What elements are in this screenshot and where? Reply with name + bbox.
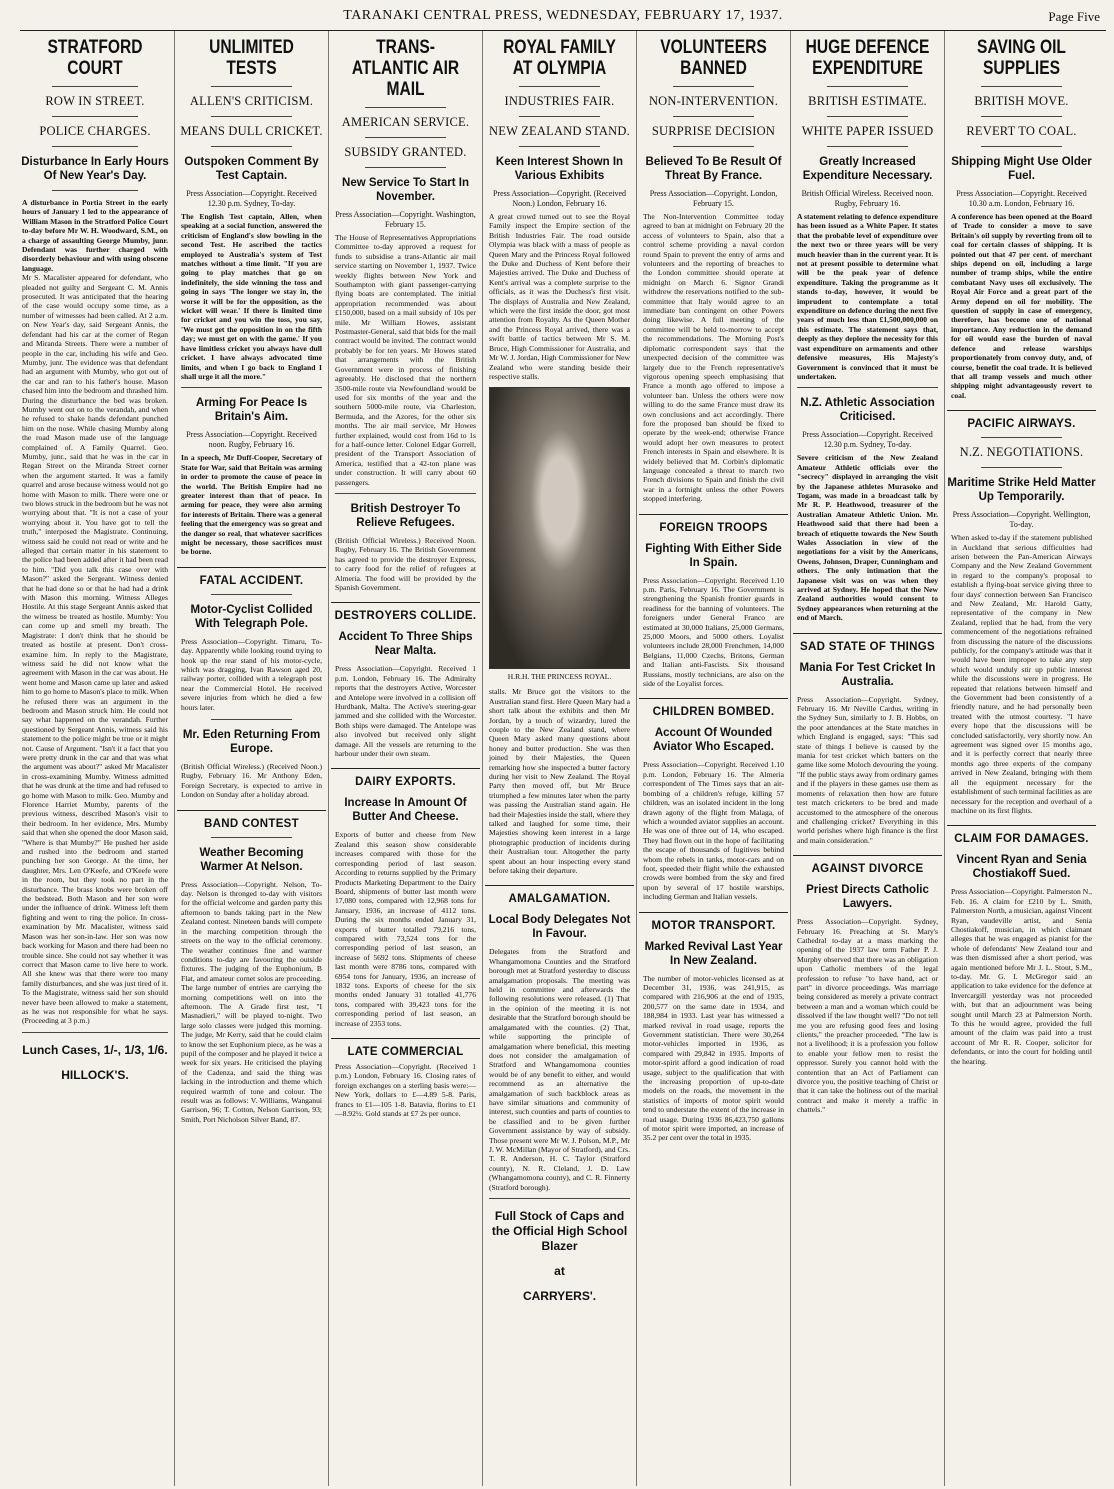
masthead-title: TARANAKI CENTRAL PRESS, WEDNESDAY, FEBRUARY 17, 1937.	[343, 8, 783, 23]
section-head: PACIFIC AIRWAYS.	[947, 410, 1096, 430]
subheadline: Outspoken Comment By Test Captain.	[184, 156, 319, 182]
section-head: AGAINST DIVORCE	[793, 855, 942, 875]
subheadline: British Destroyer To Relieve Refugees.	[350, 502, 461, 529]
article-lead: Severe criticism of the New Zealand Amateur Athletic officials over the "secrecy" displayed in arranging the visit by the Japanese athletes Murasoko and Togam, was made in a broadcast talk by Mr R. P. Heathwood, treasurer of the Australian Amateur Athletic Union. Mr. Heathwood said that there had been a breach of etiquette towards the New South Wales Association in view of the negotiations for a visit by the Americans, Owens, Johnson, Draper, Cunningham and others. The only intimation that the Japanese visit was on was when they arrived at Sydney. He hoped that the New Zealand authorities would consent to Sydney appearances when returning at the end of March.	[797, 453, 938, 623]
article-body: When asked to-day if the statement published in Auckland that serious difficulties had arisen between the Pan-American Airways Company and the New Zealand Government in regard to the company's proposal to establish a flying-boat service giving three to four days' connection between San Francisco and New Zealand, Mr. Harold Gatty, representative of the company in New Zealand, replied that he had, from the very commencement of the negotiations refrained from discussing the nature of the discussions publicly, for the company's attitude was that it would have been improper to take any step which would unduly stir up public interest while the discussions were in progress. He repeated that relations between himself and the Government had been consistently of a friendly nature, and he had personally been treated with the utmost courtesy. "I have every hope that the discussions will be concluded satisfactorily, very shortly now. An agreement was signed over 15 months ago, and it is perfectly correct that nearly three months ago three experts of the company arrived in New Zealand, bringing with them all the equipment necessary for the establishment of such terminal facilities as are necessary for the reception and overhaul of a machine on its first flights.	[951, 533, 1092, 815]
subheadline: Increase In Amount Of Butter And Cheese.	[344, 797, 467, 824]
subheadline: Maritime Strike Held Matter Up Temporarily.	[947, 477, 1096, 504]
headline: VOLUNTEERS BANNED	[660, 37, 767, 79]
dateline: Press Association—Copyright. Wellington, To-day.	[952, 510, 1091, 530]
article-body: (British Official Wireless.) Received Noon. Rugby, February 16. The British Government has agreed to provide the destroyer Express, to carry food for the relief of refugees at Almeria. The food will be provided by the Spanish Government.	[335, 535, 476, 592]
subheadline: Arming For Peace Is Britain's Aim.	[195, 397, 308, 424]
article-body: Press Association—Copyright. Sydney, February 16. Preaching at St. Mary's Cathedral to-day at a mass marking the opening of the 1937 law term Father P. J. Murphy observed that there was an obligation upon Catholic members of the legal profession to refuse "to have hand, act or part" in divorce proceedings. Was marriage being considered as merely a private contract between a man and a woman which could be dissolved if the law thought well? "Do not tell me you are refusing good fees and losing clients," the preacher proceeded. "The law is not a livelihood; it is a profession you follow to enable your fellow men to resist the oppressor. Surely you cannot hold with the contention that an Act of Parliament can divorce you, the positive teaching of Christ or that it can take the holiness out of the marital contract and make it merely a traffic in chattels."	[797, 917, 938, 1115]
dateline: Press Association—Copyright. Received noon. Rugby, February 16.	[186, 430, 317, 450]
deck: BRITISH MOVE.	[974, 94, 1069, 108]
headline: HUGE DEFENCE EXPENDITURE	[805, 37, 930, 79]
deck: REVERT TO COAL.	[966, 124, 1077, 138]
deck: AMERICAN SERVICE.	[341, 115, 470, 129]
deck: N.Z. NEGOTIATIONS.	[959, 445, 1084, 460]
section-head: MOTOR TRANSPORT.	[639, 912, 788, 932]
deck: BRITISH ESTIMATE.	[808, 94, 927, 108]
subheadline: Weather Becoming Warmer At Nelson.	[199, 846, 304, 873]
deck: NEW ZEALAND STAND.	[489, 124, 630, 138]
section-head: AMALGAMATION.	[485, 885, 634, 905]
article-body: The Non-Intervention Committee today agreed to ban at midnight on February 20 the access of volunteers to Spain, also that a control scheme providing a naval cordon round Spain to prevent the entry of arms and volunteers and the reporting of breaches to the London committee should operate at midnight on March 6. Signor Grandi withdrew the reservations notified to the sub-committee that Italy would agree to an immediate ban contingent on other Powers doing likewise. A full meeting of the committee will be held to-morrow to accept the recommendations. The Morning Post's diplomatic correspondent says that the unexpected decision of the committee was largely due to the French representative's vigorous opening speech emphasising that France a month ago offered to impose a volunteer ban. Unless the others were now willing to do the same France must draw its own conclusions and act accordingly. There fore the proposed ban should be fixed to operate by the week-end; otherwise France would adopt her own measures to protect French interests in Spain and elsewhere. It is widely believed that M. Corbin's diplomatic language concealed a threat to march two French divisions to Spain and finish the civil war in a fortnight unless the other Powers stopped interfering.	[643, 212, 784, 504]
subheadline: Fighting With Either Side In Spain.	[645, 542, 782, 569]
subheadline: Disturbance In Early Hours Of New Year's Day.	[21, 156, 169, 182]
dateline: Press Association—Copyright. Received 12.30 p.m. Sydney, To-day.	[802, 430, 933, 450]
column-stratford-court	[20, 31, 174, 1486]
article-body: Press Association—Copyright. Received 1.10 p.m. Paris, February 16. The Government is strengthening the Spanish frontier guards in readiness for the banning of volunteers. The foreigners under General Franco are estimated at 30,000 Italians, 25,000 Germans, 25,000 Moors, and 5000 others. Loyalist volunteers include 28,000 Frenchmen, 14,000 Belgians, 11,000 Czechs, Britons, German and Italian anti-Fascists. Six thousand Russians, mostly technicians, are also on the side of the Loyalist forces.	[643, 575, 784, 689]
dateline: Press Association—Copyright. London, February 15.	[649, 189, 778, 208]
deck: POLICE CHARGES.	[39, 124, 151, 138]
article-body: Press Association—Copyright. Received 1.10 p.m. London, February 16. The Almeria correspondent of The Times says that an air-bombing of a children's refuge, killing 57 children, was an isolated incident in the long drawn agony of the flight from Malaga, of which a wounded aviator supplies an account. He was one of three out of 14, who escaped. They had flown out in the hope of facilitating the escape of thousands of fugitives behind whom the rebels in tanks, motor-cars and on foot, speeded their flight while the exhausted crowds were bombed from the sky and fired upon by several of 17 hostile warships, including German and Italian vessels.	[643, 760, 784, 902]
section-head: FATAL ACCIDENT.	[177, 567, 326, 587]
deck: MEANS DULL CRICKET.	[180, 124, 323, 138]
subheadline: Greatly Increased Expenditure Necessary.	[802, 156, 933, 182]
column-royal-family	[482, 31, 636, 1486]
deck: ROW IN STREET.	[45, 94, 145, 108]
subheadline: N.Z. Athletic Association Criticised.	[800, 397, 935, 424]
column-saving-oil	[944, 31, 1098, 1486]
article-body: (British Official Wireless.) (Received Noon.) Rugby, February 16. Mr Anthony Eden, Foreign Secretary, is expected to arrive in London on Sunday after a holiday abroad.	[181, 762, 322, 800]
deck: SURPRISE DECISION	[651, 124, 776, 138]
subheadline: Local Body Delegates Not In Favour.	[488, 914, 631, 941]
headline: STRATFORD COURT	[47, 37, 143, 79]
column-unlimited-tests	[174, 31, 328, 1486]
deck: ALLEN'S CRITICISM.	[189, 94, 314, 108]
subheadline: Account Of Wounded Aviator Who Escaped.	[653, 727, 774, 754]
article-lead: A disturbance in Portia Street in the early hours of January 1 led to the appearance of William Mason in the Stratford Police Court to-day before Mr W. H. Woodward, S.M., on a charge of assaulting George Mumby, junr. Defendant was further charged with disorderly behaviour and with using obscene language.	[22, 198, 168, 273]
section-head: DESTROYERS COLLIDE.	[331, 602, 480, 622]
article-lead: A statement relating to defence expenditure has been issued as a White Paper. It states that the probable level of expenditure over the next two or three years will be very much heavier than in the current year. It is not at present possible to determine what will be the peak year of defence expenditure. Taking the programme as it stands to-day, however, it would be imprudent to contemplate a total expenditure on defence during the next five years of much less than £1,500,000,000 on this estimate. The statement says that, deeply as they deplore the necessity for this vast expenditure on armaments and other defensive measures, His Majesty's Government is convinced that it must be undertaken.	[797, 212, 938, 381]
advert-text: at	[554, 1264, 565, 1278]
headline: SAVING OIL SUPPLIES	[977, 37, 1066, 79]
section-head: BAND CONTEST	[177, 810, 326, 830]
section-head: FOREIGN TROOPS	[639, 514, 788, 534]
subheadline: Shipping Might Use Older Fuel.	[951, 156, 1092, 182]
subheadline: Believed To Be Result Of Threat By France.	[645, 156, 782, 182]
article-body: Press Association—Copyright. Received 1 p.m. London, February 16. The Admiralty reports that the destroyers Active, Worcester and Antelope were involved in a collision off Hurdbank, Malta. The Active's steering-gear jammed and she collided with the Worcester. Both ships were damaged. The Antelope was also involved but received only slight damage. All the vessels are returning to the harbour under their own steam.	[335, 664, 476, 759]
subheadline: Keen Interest Shown In Various Exhibits	[495, 156, 624, 182]
subheadline: Accident To Three Ships Near Malta.	[338, 631, 473, 658]
subheadline: Mr. Eden Returning From Europe.	[182, 729, 321, 756]
subheadline: Motor-Cyclist Collided With Telegraph Pole.	[190, 603, 313, 630]
masthead	[20, 4, 1106, 31]
article-body: Mr S. Macalister appeared for defendant, who pleaded not guilty and Sergeant C. M. Annis prosecuted. It was anticipated that the hearing of the case would occupy some time, as a number of witnesses had been called. At 2 a.m. on New Year's day, said Sergeant Annis, the defendant had his car at the corner of Regan and Miranda Streets. There were a number of people in the car, including his wife and Geo. Mumby, junr. The evidence was that defendant had an argument with Mumby, who got out of the car and ran to his father's house. Mason chased him into the bedroom and thrashed him. During the disturbance the bed was broken. Mumby went out on to the verandah, and when he refused to shake hands defendant punched him on the nose. While chasing Mumby along the road Mason made use of the language complained of. A Family Quarrel. Geo. Mumby, junr., said that he was in the car in Regan Street on the Miranda Street corner when the argument started. It was a family quarrel and arose because witness would not go home with Mason to milk. There were one or two blows struck in the bedroom but he was not worrying about that. "It is not a case of your worrying about it. You have got to tell the truth," interposed the Magistrate. Continuing, witness said he could not read or write and he alleged that certain matter in his statement to the police had been added after it had been read to him. "Did you talk this case over with Mason?" asked the Sergeant. Witness denied that he had done so or that he had had a drink with Mason this morning. Witness Alleges Hostile. At this stage Sergeant Annis asked that the witness be treated as hostile. Mumby: You can come up and smell my breath. The Magistrate: I don't think that he should be treated as hostile at present. Don't cross-examine him. In reply to the Magistrate, witness said he did not know what the agreement with Mason in the car was about. He went home and Mason came up later and asked him to go home to Mason's place to milk. When he refused there was an argument in the bedroom and Mason struck him. He could not say what happened on the verandah. Further questioned by Sergeant Annis, witness said his statement to the police might be true or it might not. Cause of Argument. "Isn't it a fact that you were pretty drunk in the car and that was what the argument was about?" asked Mr Macalister in cross-examining Mumby. Witness admitted that he was drunk at the time and had refused to go home with Mason to milk. Geo. Mumby and Florence Harriet Mumby, parents of the previous witness, described Mason's visit to their bedroom. In her evidence, Mrs. Mumby said that when she opened the door Mason said, "Where is that Mumby?" He pushed her aside and rushed into the bedroom and started punching her son George. At the time, her daughter, Mrs. Len O'Keefe, and O'Keefe were in the room, but they took no part in the disturbance. The brass knobs were broken off the bedstead. Both Mason and her son were under the influence of drink. Witness left them fighting and went to ring the police. In cross-examination by Mr. Macalister, witness said Mason was her son-in-law. Her son was now back working for Mason and there had been no trouble since. She could not say whether it was correct that Mason came to live here to work. All she knew was that there were too many family disturbances, and she was just tired of it. To the Magistrate, witness said her son should never have been allowed to make a statement, as he was not responsible for what he says. (Proceeding at 3 p.m.)	[22, 273, 168, 1026]
article-body: The House of Representatives Appropriations Committee to-day approved a request for funds to subsidise a trans-Atlantic air mail service starting on November 1, 1937. Twice weekly flights between New York and Southampton with giant passenger-carrying flying boats are contemplated. The initial appropriation recommended was about £150,000, based on a mail subsidy of 10s per mile. Mr William Howes, assistant Postmaster-General, said that bids for the mail contract would be invited. The contract would probably be for ten years. Mr Howes stated that arrangements with the British Government were in process of finishing agreeably. He disclosed that the northern 3500-mile route via Newfoundland would be used for six months of the year and the southern 5000-mile route, via Charleston, Bermuda, and the Azores, for the other six months. The air mail service, Mr Howes further explained, would cost from 16d to 1s for a half-ounce letter. Colonel Edgar Gorrell, president of the Transport Association of America, testified that a 42-ton plane was under construction. It will carry about 60 passengers.	[335, 233, 476, 487]
dateline: Press Association—Copyright. Received 10.30 a.m. London, February 16.	[956, 189, 1087, 208]
article-body: Press Association—Copyright. Sydney, February 16. Mr Neville Cardus, writing in the Sydney Sun, similarly to J. B. Hobbs, on the poor attendances at the State matches in which England is engaged, says: "This sad state of things I believe is caused by the mania for test cricket which batters on the game like some Moloch devouring the young. "If the public stays away from ordinary games and if the players in these games use them as moments of relaxation then how are future test match cricketers to be bred and made accustomed to the atmosphere of the onerous and challenging cricket? Everything in this world perishes where high finance is the first and main consideration."	[797, 694, 938, 845]
subheadline: Mania For Test Cricket In Australia.	[799, 661, 936, 688]
deck: WHITE PAPER ISSUED	[801, 124, 934, 138]
article-body: The number of motor-vehicles licensed as at December 31, 1936, was 241,915, as compared with 216,906 at the end of 1935, 200,577 on the same date in 1934, and 188,984 in 1933. Last year has witnessed a marked revival in road usage, reports the Government statistician. There were 30,264 motor-vehicles imported in 1936, as compared with 29,842 in 1935. Imports of motor-spirit afford a good indication of road usage, subject to the qualification that with the increasing proportion of up-to-date models on the roads, the movement in the statistics of imports of motor spirit would tend to understate the extent of the increase in road usage. During 1936 86,423,750 gallons of motor spirit were imported, an increase of 35.2 per cent over the total in 1935.	[643, 973, 784, 1143]
headline: TRANS-ATLANTIC AIR MAIL	[351, 37, 460, 100]
deck: SUBSIDY GRANTED.	[344, 145, 467, 159]
deck: INDUSTRIES FAIR.	[504, 94, 615, 108]
subheadline: Priest Directs Catholic Lawyers.	[806, 884, 929, 911]
dateline: British Official Wireless. Received noon. Rugby, February 16.	[801, 189, 934, 208]
portrait-photo	[489, 387, 630, 669]
article-body: Press Association—Copyright. Nelson, To-day. Nelson is thronged to-day with visitors for the official welcome and garden party this afternoon to bands taking part in the New Zealand contest. Nineteen bands will compete in the marching competition through the streets on the way to the official ceremony. The weather continues fine and warmer conditions to-day are favouring the outside fixtures. The judging of the Euphonium, B Flat, and amateur cornet solos are proceeding. The large number of entries are carrying the morning competitions well on into the afternoon. The A Grade first test, "I Masnadieri," will be played to-night. Two large solo classes were judged this morning. The judge, Mr Kerry, said that he could claim to know the set Euphonium piece, as he was a pupil of the composer and he played it twice a week for six years. He criticised the playing of the Cadenza, and said the thing was lacking in the introduction and theme which required warmth of tone and colour. The result was as follows: V. Williams, Wanganui Garrison, 96; T. Cotton, Nelson Garrison, 93; Smith, Port Nicholson Silver Band, 87.	[181, 879, 322, 1124]
section-head: SAD STATE OF THINGS	[793, 633, 942, 653]
article-lead: A conference has been opened at the Board of Trade to consider a move to save Britain's oil supply by reverting from oil to coal for certain classes of shipping. It is pointed out that 47 per cent. of merchant ships depend on oil, including a large number of tramp ships, while the entire combatant Navy uses oil exclusively. The Royal Air Force and a great part of the Army depend on oil for mobility. The question of supply in case of emergency, therefore, has become one of national importance. Any reduction in the demand for oil would ease the burden of naval defence and release warships proportionately from convoy duty, and, of course, benefit the coal trade. It is believed that all tramp vessels and much other shipping might advantageously revert to coal.	[951, 212, 1092, 400]
article-body: Press Association—Copyright. (Received 1 p.m.) London, February 16. Closing rates of foreign exchanges on a sterling basis were:— New York, dollars to £—4.89 5-8. Paris, francs to £1—105 1-8. Batavia, florins to £1—8.92½. Gold stands at £7 2s per ounce.	[335, 1062, 476, 1119]
section-head: CHILDREN BOMBED.	[639, 698, 788, 718]
article-body: Press Association—Copyright. Palmerston N., Feb. 16. A claim for £210 by L. Smith, Palmerston North, a musician, against Vincent Ryan, vaudeville artist, and Senia Chostiakoff, musician, in which claimant alleges that he was engaged as pianist for the whole of defendants' New Zealand tour and was then dismissed after a short period, was again mentioned before Mr J. L. Stout, S.M., to-day. Mr. G. I. McGregor said an application to take evidence for the defence at Invercargill yesterday was not proceeded with, but that an adjournment was being sought until March 23 at Palmerston North. To this he would agree, provided the full amount of the claim was paid into a trust account of Mr R. R. Cooper, solicitor for defendants, or into the court for holding until the hearing.	[951, 887, 1092, 1066]
column-air-mail	[328, 31, 482, 1486]
article-lead: The English Test captain, Allen, when speaking at a social function, answered the criticism of England's slow bowling in the second Test. He ascribed the tactics employed to Australia's system of Test matches without a time limit. "If you are going to play matches that go on indefinitely, the side winning the toss and going in says 'The longer we stay in, the worse it will be for the opposition, as the wicket will wear.' If there is limited time for cricket and you win the toss, you say, 'We must get the opposition in on the fifth day; we must get on with the game.' If you have limitless cricket you always have dull cricket. I have always advocated time limits, and when I go back to England I shall urge it all the more."	[181, 212, 322, 381]
section-head: LATE COMMERCIAL	[331, 1038, 480, 1058]
dateline: Press Association—Copyright. Washington, February 15.	[335, 210, 476, 229]
article-body: stalls. Mr Bruce got the visitors to the Australian stand first. Here Queen Mary had a short talk about the exhibits and then Mr Jordan, by a touch of wizardry, lured the couple to the New Zealand stand, where Queen Mary asked many questions about honey and butter production. She was then joined by their Majesties, the Queen remarking how she inspected a butter factory during her visit to New Zealand. The Royal Party then moved off, but Mr Bruce triumphed a few minutes later when the party was passing the Australian stand again. He had their Majesties inside the stall, where they talked and laughed for some time, their Majesties showing keen interest in a large photographic production of incidents during their Australian tour. Altogether the party spent about an hour inspecting every stand before taking their departure.	[489, 687, 630, 876]
article-body: Exports of butter and cheese from New Zealand this season show considerable increases compared with those for the corresponding period of last season. According to returns supplied by the Primary Products Marketing Department to the Dairy Board, shipments of butter last month were 17,080 tons, compared with 12,968 tons for January, 1936, an increase of 4112 tons. During the six months ended January 31, exports of butter totalled 79,216 tons, compared with 73,524 tons for the corresponding period of last season, an increase of 5692 tons. Shipments of cheese last month were 8786 tons, compared with 6954 tons for January, 1936, an increase of 1832 tons. Exports of cheese for the six months ended January 31 totalled 41,776 tons, compared with 39,423 tons for the corresponding period of last season, an increase of 2353 tons.	[335, 830, 476, 1028]
page-number: Page Five	[1048, 9, 1100, 24]
deck: NON-INTERVENTION.	[648, 94, 779, 108]
section-head: DAIRY EXPORTS.	[331, 768, 480, 788]
photo-caption: H.R.H. THE PRINCESS ROYAL.	[507, 672, 612, 682]
subheadline: Vincent Ryan and Senia Chostiakoff Sued.	[956, 854, 1087, 881]
column-defence-expenditure	[790, 31, 944, 1486]
article-body: A great crowd turned out to see the Royal Family inspect the Empire section of the British Industries Fair. The road outside Olympia was black with a mass of people as Queen Mary and the Princess Royal followed the Duke and Duchess of Kent before their Majesties arrived. The Duke and Duchess of Kent's arrival was a complete surprise to the officials, as it was the Duchess's first visit. The displays of Australia and New Zealand, which were the first inside the door, got most attention from Royalty. As the Queen Mother and the Princess Royal arrived, there was a swift battle of tactics between Mr S. M. Bruce, High Commissioner for Australia, and Mr W. J. Jordan, High Commissioner for New Zealand who were standing beside their respective stalls.	[489, 212, 630, 381]
dateline: Press Association—Copyright. Received 12.30 p.m. Sydney, To-day.	[186, 189, 317, 208]
subheadline: Marked Revival Last Year In New Zealand.	[644, 940, 783, 967]
article-body: Press Association—Copyright. Timaru, To-day. Apparently while looking round trying to hook up the rear stand of his motor-cycle, which was dragging, Ivan Rawson aged 20, railway porter, collided with a telegraph post near the Commercial Hotel. He received severe injuries from which he died a few hours later.	[181, 636, 322, 712]
article-body: Delegates from the Stratford and Whangamomona Counties and the Stratford borough met at Stratford yesterday to discuss amalgamation proposals. The meeting was held in committee and afterwards the following resolutions were released. (1) That in the opinion of the meeting it is not desirable that the Stratford borough should be amalgamated with the counties. (2) That, while supporting the principle of amalgamation where beneficial, this meeting does not consider the amalgamation of Stratford and Whangamomona counties would be of any benefit to either, and would recommend as an alternative the amalgamation of such backblock areas as have similar situations and community of interest, such counties and parts of counties to be classified and to be given further Government assistance by way of subsidy. Those present were Mr W. J. Polson, M.P., Mr J. W. McMillan (Mayor of Stratford), and Crs. T. R. Anderson, H. C. Taylor (Stratford county), N. R. Cleland, J. D. Law (Whangamomona county), and C. R. Finnerty (Stratford borough).	[489, 947, 630, 1192]
headline: UNLIMITED TESTS	[209, 37, 294, 79]
advert-text: Lunch Cases, 1/-, 1/3, 1/6.	[22, 1042, 168, 1057]
dateline: Press Association—Copyright. (Received Noon.) London, February 16.	[492, 189, 627, 208]
advert-text: CARRYERS'.	[522, 1289, 597, 1303]
article-lead: In a speech, Mr Duff-Cooper, Secretary of State for War, said that Britain was arming in order to promote the cause of peace in the world. The British Empire had no greater interest than that of peace. In arming for peace, they were also arming for interests of Britain. There was a general feeling that the emergency was so great and the danger so real, that whatever sacrifices might be necessary, those sacrifices must be borne.	[181, 453, 322, 557]
columns	[20, 31, 1106, 1486]
column-volunteers-banned	[636, 31, 790, 1486]
advert-text: HILLOCK'S.	[61, 1067, 129, 1082]
section-head: CLAIM FOR DAMAGES.	[947, 825, 1096, 845]
advert-text: Full Stock of Caps and the Official High School Blazer	[491, 1209, 628, 1253]
headline: ROYAL FAMILY AT OLYMPIA	[503, 37, 616, 79]
subheadline: New Service To Start In November.	[342, 177, 469, 203]
